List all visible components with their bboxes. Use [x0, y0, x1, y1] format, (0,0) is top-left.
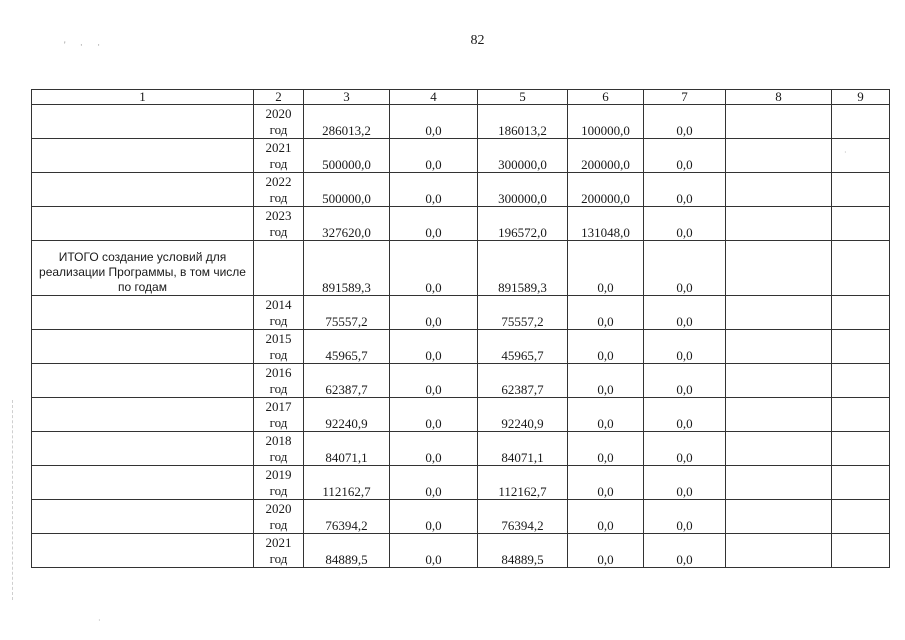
amount-cell: 891589,3: [478, 241, 568, 296]
row-label: ИТОГО создание условий для реализации Программы, в том числе по годам: [32, 241, 254, 296]
amount-cell: 0,0: [568, 466, 644, 500]
amount-cell: 327620,0: [304, 207, 390, 241]
amount-cell: 0,0: [644, 466, 726, 500]
amount-cell: [832, 296, 890, 330]
total-row: [32, 241, 890, 296]
row-label: [32, 500, 254, 534]
amount-cell: 62387,7: [478, 364, 568, 398]
amount-cell: 0,0: [390, 398, 478, 432]
year-value: 2015: [265, 331, 292, 346]
table-row: [32, 466, 890, 500]
amount-cell: 300000,0: [478, 173, 568, 207]
year-unit: год: [269, 313, 288, 328]
amount-cell: [832, 173, 890, 207]
amount-cell: 0,0: [644, 296, 726, 330]
scan-speck-marks: ' · ·: [64, 40, 107, 50]
table-row: [32, 432, 890, 466]
amount-cell: [726, 534, 832, 568]
amount-cell: [832, 241, 890, 296]
year-cell: [254, 364, 304, 398]
amount-cell: 92240,9: [304, 398, 390, 432]
amount-cell: 0,0: [644, 173, 726, 207]
amount-cell: 112162,7: [478, 466, 568, 500]
amount-cell: 0,0: [390, 330, 478, 364]
column-header: 6: [568, 90, 644, 105]
amount-cell: 0,0: [644, 105, 726, 139]
amount-cell: [832, 364, 890, 398]
amount-cell: 0,0: [390, 207, 478, 241]
amount-cell: [726, 105, 832, 139]
scan-speck-mark: ·: [98, 616, 101, 625]
amount-cell: 0,0: [568, 330, 644, 364]
amount-cell: [832, 500, 890, 534]
column-header: 7: [644, 90, 726, 105]
amount-cell: 84071,1: [478, 432, 568, 466]
year-cell: [254, 105, 304, 139]
amount-cell: 0,0: [568, 534, 644, 568]
year-unit: год: [269, 190, 288, 205]
year-cell: [254, 139, 304, 173]
table-row: [32, 296, 890, 330]
amount-cell: 0,0: [644, 534, 726, 568]
amount-cell: [832, 139, 890, 173]
amount-cell: 0,0: [644, 500, 726, 534]
amount-cell: 0,0: [644, 207, 726, 241]
year-cell: [254, 534, 304, 568]
column-header: 9: [832, 90, 890, 105]
amount-cell: 196572,0: [478, 207, 568, 241]
amount-cell: 0,0: [644, 241, 726, 296]
row-label: [32, 432, 254, 466]
scan-edge-line: [12, 400, 14, 600]
amount-cell: 0,0: [644, 330, 726, 364]
year-cell: [254, 330, 304, 364]
amount-cell: 0,0: [390, 432, 478, 466]
amount-cell: [726, 173, 832, 207]
table-row: [32, 207, 890, 241]
table-row: [32, 139, 890, 173]
amount-cell: [726, 432, 832, 466]
amount-cell: 0,0: [390, 500, 478, 534]
column-header-row: [32, 90, 890, 105]
amount-cell: [726, 139, 832, 173]
amount-cell: 75557,2: [478, 296, 568, 330]
amount-cell: 186013,2: [478, 105, 568, 139]
year-value: 2022: [265, 174, 292, 189]
amount-cell: [832, 207, 890, 241]
amount-cell: [832, 432, 890, 466]
amount-cell: 0,0: [390, 466, 478, 500]
year-unit: год: [269, 415, 288, 430]
year-value: 2018: [265, 433, 292, 448]
column-header: 8: [726, 90, 832, 105]
table-row: [32, 330, 890, 364]
year-unit: год: [269, 449, 288, 464]
budget-table: [31, 89, 890, 568]
column-header: 3: [304, 90, 390, 105]
table-row: [32, 173, 890, 207]
column-header: 5: [478, 90, 568, 105]
year-value: 2021: [265, 535, 292, 550]
year-value: 2020: [265, 501, 292, 516]
amount-cell: 0,0: [390, 534, 478, 568]
amount-cell: [726, 241, 832, 296]
amount-cell: [832, 534, 890, 568]
amount-cell: 0,0: [644, 364, 726, 398]
column-header: 2: [254, 90, 304, 105]
row-label: [32, 296, 254, 330]
amount-cell: 0,0: [390, 173, 478, 207]
year-unit: год: [269, 517, 288, 532]
table-row: [32, 105, 890, 139]
year-value: 2014: [265, 297, 292, 312]
year-value: 2021: [265, 140, 292, 155]
year-unit: год: [269, 551, 288, 566]
year-unit: год: [269, 347, 288, 362]
amount-cell: 500000,0: [304, 139, 390, 173]
amount-cell: [832, 105, 890, 139]
year-cell: [254, 296, 304, 330]
amount-cell: [726, 466, 832, 500]
row-label: [32, 330, 254, 364]
amount-cell: 300000,0: [478, 139, 568, 173]
amount-cell: 0,0: [390, 241, 478, 296]
amount-cell: 0,0: [390, 139, 478, 173]
amount-cell: 200000,0: [568, 139, 644, 173]
scan-speck-mark: ·: [844, 148, 847, 157]
amount-cell: 0,0: [568, 432, 644, 466]
amount-cell: [832, 330, 890, 364]
amount-cell: 0,0: [390, 105, 478, 139]
year-unit: год: [269, 483, 288, 498]
amount-cell: 0,0: [644, 432, 726, 466]
amount-cell: 0,0: [568, 296, 644, 330]
year-unit: год: [269, 224, 288, 239]
year-cell: [254, 173, 304, 207]
amount-cell: 0,0: [568, 500, 644, 534]
amount-cell: 62387,7: [304, 364, 390, 398]
amount-cell: [832, 398, 890, 432]
table-row: [32, 500, 890, 534]
column-header: 1: [32, 90, 254, 105]
amount-cell: 131048,0: [568, 207, 644, 241]
year-unit: год: [269, 156, 288, 171]
amount-cell: 0,0: [568, 241, 644, 296]
amount-cell: 75557,2: [304, 296, 390, 330]
amount-cell: 500000,0: [304, 173, 390, 207]
year-cell: [254, 241, 304, 296]
year-unit: год: [269, 122, 288, 137]
table-body: [32, 90, 890, 568]
row-label: [32, 173, 254, 207]
row-label: [32, 534, 254, 568]
amount-cell: 286013,2: [304, 105, 390, 139]
row-label: [32, 207, 254, 241]
year-cell: [254, 432, 304, 466]
row-label: [32, 398, 254, 432]
row-label: [32, 105, 254, 139]
amount-cell: [726, 500, 832, 534]
year-value: 2016: [265, 365, 292, 380]
amount-cell: 0,0: [390, 296, 478, 330]
amount-cell: 84071,1: [304, 432, 390, 466]
table-row: [32, 534, 890, 568]
year-value: 2017: [265, 399, 292, 414]
year-cell: [254, 207, 304, 241]
row-label: [32, 364, 254, 398]
year-cell: [254, 398, 304, 432]
amount-cell: [832, 466, 890, 500]
amount-cell: 0,0: [644, 398, 726, 432]
amount-cell: 76394,2: [304, 500, 390, 534]
amount-cell: 92240,9: [478, 398, 568, 432]
year-value: 2020: [265, 106, 292, 121]
amount-cell: 84889,5: [304, 534, 390, 568]
row-label: [32, 466, 254, 500]
year-cell: [254, 466, 304, 500]
amount-cell: [726, 296, 832, 330]
amount-cell: 0,0: [390, 364, 478, 398]
table-row: [32, 398, 890, 432]
amount-cell: 45965,7: [304, 330, 390, 364]
amount-cell: 891589,3: [304, 241, 390, 296]
amount-cell: 0,0: [644, 139, 726, 173]
table-row: [32, 364, 890, 398]
amount-cell: 0,0: [568, 364, 644, 398]
amount-cell: 76394,2: [478, 500, 568, 534]
row-label: [32, 139, 254, 173]
year-unit: год: [269, 381, 288, 396]
year-value: 2023: [265, 208, 292, 223]
amount-cell: 200000,0: [568, 173, 644, 207]
year-value: 2019: [265, 467, 292, 482]
page-number: 82: [470, 33, 485, 48]
amount-cell: 0,0: [568, 398, 644, 432]
year-cell: [254, 500, 304, 534]
amount-cell: 84889,5: [478, 534, 568, 568]
amount-cell: [726, 398, 832, 432]
amount-cell: 45965,7: [478, 330, 568, 364]
amount-cell: 100000,0: [568, 105, 644, 139]
column-header: 4: [390, 90, 478, 105]
amount-cell: [726, 330, 832, 364]
amount-cell: 112162,7: [304, 466, 390, 500]
amount-cell: [726, 364, 832, 398]
amount-cell: [726, 207, 832, 241]
